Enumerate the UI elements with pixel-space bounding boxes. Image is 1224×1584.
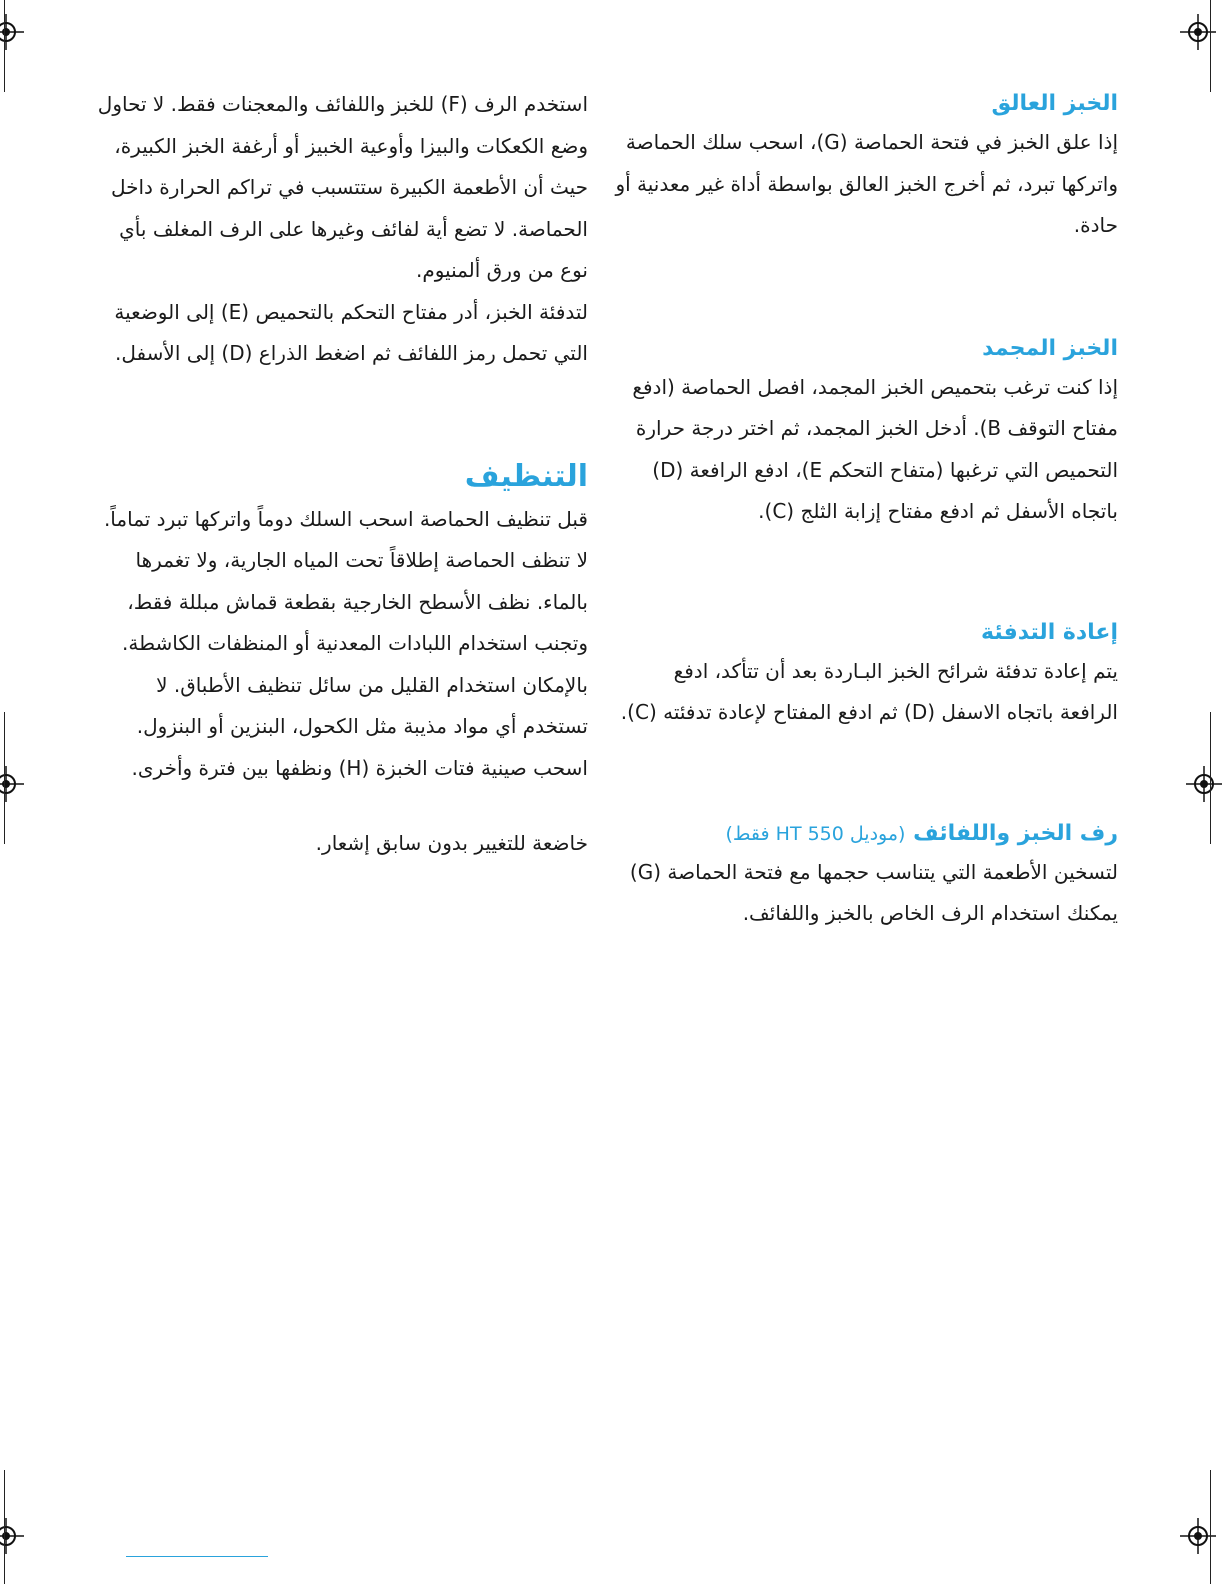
- disclaimer-text: خاضعة للتغيير بدون سابق إشعار.: [315, 831, 588, 855]
- crop-line: [1210, 712, 1211, 844]
- text-hanging-bread: إذا علق الخبز في فتحة الحماصة (G)، اسحب سلك الحماصة واتركها تبرد، ثم أخرج الخبز العالق بواسطة أداة غير معدنية أو حادة.: [615, 130, 1118, 237]
- text-cleaning: قبل تنظيف الحماصة اسحب السلك دوماً واتركها تبرد تماماً. لا تنظف الحماصة إطلاقاً تحت المياه الجارية، ولا تغمرها بالماء. نظف الأسطح الخارجية بقطعة قماش مبللة فقط، وتجنب استخدام اللبادات المعدنية أو المنظفات الكاشطة. بالإمكان استخدام القليل من سائل تنظيف الأطباق. لا تستخدم أي مواد مذيبة مثل الكحول، البنزين أو البنزول. اسحب صينية فتات الخبزة (H) ونظفها بين فترة وأخرى.: [103, 506, 588, 780]
- text-rack-usage: استخدم الرف (F) للخبز واللفائف والمعجنات فقط. لا تحاول وضع الكعكات والبيزا وأوعية الخبيز أو أرغفة الخبز الكبيرة، حيث أن الأطعمة الكبيرة ستتسبب في تراكم الحرارة داخل الحماصة. لا تضع أية لفائف وغيرها على الرف المغلف بأي نوع من ورق ألمنيوم.: [97, 92, 588, 282]
- heading-rack-title: رف الخبز واللفائف: [913, 820, 1118, 846]
- heading-reheating: إعادة التدفئة: [981, 619, 1118, 645]
- heading-bread-roll-rack: [613, 816, 1118, 852]
- section-cleaning: [88, 455, 588, 790]
- heading-hanging-bread: الخبز العالق: [991, 91, 1118, 116]
- text-frozen-bread: إذا كنت ترغب بتحميص الخبز المجمد، افصل الحماصة (ادفع مفتاح التوقف B). أدخل الخبز المجمد، ثم اختر درجة حرارة التحميص التي ترغبها (متفاح التحكم E)، ادفع الرافعة (D) باتجاه الأسفل ثم ادفع مفتاح إزابة الثلج (C).: [632, 374, 1118, 523]
- footer-rule: [126, 1556, 268, 1557]
- crop-line: [4, 0, 5, 92]
- heading-rack-model-note: (موديل HT 550 فقط): [725, 822, 906, 845]
- crop-line: [1210, 0, 1211, 92]
- crop-line: [4, 1470, 5, 1584]
- text-reheating: يتم إعادة تدفئة شرائح الخبز البـاردة بعد أن تتأكد، ادفع الرافعة باتجاه الاسفل (D) ثم ادفع المفتاح لإعادة تدفئته (C).: [620, 658, 1118, 724]
- section-frozen-bread: [613, 331, 1118, 533]
- section-reheating: [613, 615, 1118, 734]
- registration-mark-icon: [1186, 766, 1222, 802]
- heading-frozen-bread: الخبز المجمد: [982, 335, 1118, 361]
- section-hanging-bread: [613, 86, 1118, 247]
- right-column: [613, 84, 1118, 935]
- left-column: [88, 84, 588, 865]
- section-bread-roll-rack: [613, 816, 1118, 935]
- heading-cleaning: التنظيف: [464, 458, 588, 494]
- crop-line: [1210, 1470, 1211, 1584]
- text-rack-warming: لتدفئة الخبز، أدر مفتاح التحكم بالتحميص (E) إلى الوضعية التي تحمل رمز اللفائف ثم اضغط الذراع (D) إلى الأسفل.: [114, 299, 588, 365]
- crop-line: [4, 712, 5, 844]
- text-bread-roll-rack: لتسخين الأطعمة التي يتناسب حجمها مع فتحة الحماصة (G) يمكنك استخدام الرف الخاص بالخبز واللفائف.: [629, 859, 1118, 925]
